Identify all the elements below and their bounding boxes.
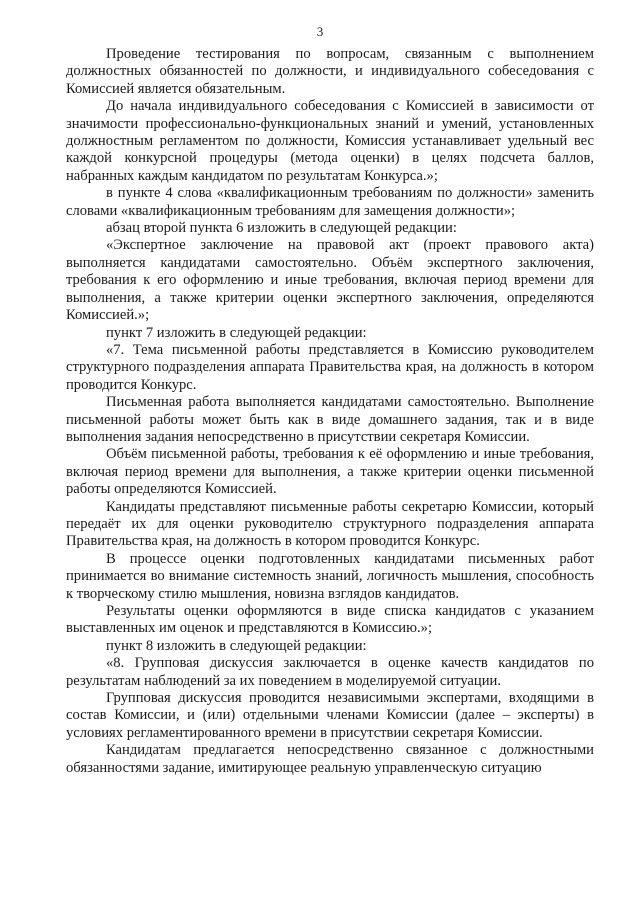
paragraph: Результаты оценки оформляются в виде списка кандидатов с указанием выставленных им оценок и представляются в Комиссию.»; <box>66 603 594 637</box>
paragraph: Кандидатам предлагается непосредственно связанное с должностными обязанностями задание, имитирующее реальную управленческую ситуацию <box>66 742 594 776</box>
paragraph: «7. Тема письменной работы представляется в Комиссию руководителем структурного подразделения аппарата Правительства края, на должность в котором проводится Конкурс. <box>66 341 594 393</box>
paragraph: «8. Групповая дискуссия заключается в оценке качеств кандидатов по результатам наблюдений за их поведением в моделируемой ситуации. <box>66 655 594 689</box>
paragraph: пункт 7 изложить в следующей редакции: <box>106 324 367 341</box>
page-number: 3 <box>316 24 324 39</box>
paragraph: Кандидаты представляют письменные работы секретарю Комиссии, который передаёт их для оценки руководителю структурного подразделения аппарата Правительства края, на должность в котором проводится Конкурс. <box>66 498 594 550</box>
paragraph: пункт 8 изложить в следующей редакции: <box>106 637 367 654</box>
paragraph: «Экспертное заключение на правовой акт (проект правового акта) выполняется кандидатами самостоятельно. Объём экспертного заключения, требования к его оформлению и иные требования, включая период времени для выполнения, а также критерии оценки экспертного заключения, определяются Комиссией.»; <box>66 237 594 324</box>
paragraph: Объём письменной работы, требования к её оформлению и иные требования, включая период времени для выполнения, а также критерии оценки письменной работы определяются Комиссией. <box>66 446 594 498</box>
paragraph: в пункте 4 слова «квалификационным требованиям по должности» заменить словами «квалификационным требованиям для замещения должности»; <box>66 185 594 219</box>
paragraph: Письменная работа выполняется кандидатами самостоятельно. Выполнение письменной работы может быть как в виде домашнего задания, так и в виде выполнения задания непосредственно в присутствии секретаря Комиссии. <box>66 394 594 445</box>
paragraph: В процессе оценки подготовленных кандидатами письменных работ принимается во внимание системность знаний, логичность мышления, способность к творческому стилю мышления, новизна взглядов кандидатов. <box>66 550 594 602</box>
paragraph: До начала индивидуального собеседования с Комиссией в зависимости от значимости профессионально-функциональных знаний и умений, установленных должностным регламентом по должности, Комиссия устанавливает удельный вес каждой конкурсной процедуры (метода оценки) в целях подсчета баллов, набранных каждым кандидатом по результатам Конкурса.»; <box>66 98 594 184</box>
paragraph: абзац второй пункта 6 изложить в следующей редакции: <box>106 220 457 237</box>
paragraph: Проведение тестирования по вопросам, связанным с выполнением должностных обязанностей по должности, и индивидуального собеседования с Комиссией является обязательным. <box>66 46 594 97</box>
paragraph: Групповая дискуссия проводится независимыми экспертами, входящими в состав Комиссии, и (или) отдельными членами Комиссии (далее – эксперты) в условиях регламентированного времени в присутствии секретаря Комиссии. <box>66 690 594 741</box>
document-body <box>66 46 594 777</box>
